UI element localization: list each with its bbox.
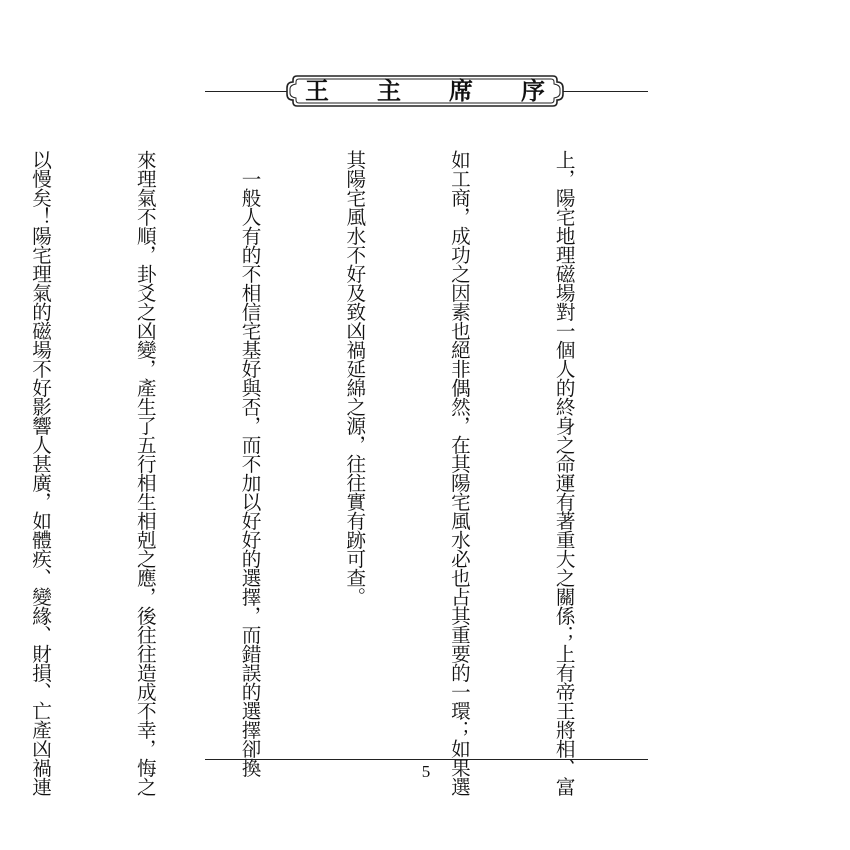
header-rule-left xyxy=(205,91,287,92)
text-column: 以慢矣！陽宅理氣的磁場不好影響人甚廣，如體疾、變緣、財損、亡產凶禍連 xyxy=(28,150,52,796)
text-column: 一般人有的不相信宅基好與否，而不加以好好的選擇，而錯誤的選擇卻換 xyxy=(238,150,262,777)
text-column: 來理氣不順，卦爻之凶變，產生了五行相生相剋之應，後往往造成不幸，悔之 xyxy=(133,150,157,796)
preface-body xyxy=(28,150,650,796)
text-column: 如工商，成功之因素也絕非偶然，在其陽宅風水必也占其重要的一環；如果選 xyxy=(447,150,471,796)
footer-rule xyxy=(205,759,648,760)
header-rule-right xyxy=(563,91,648,92)
title-char-2: 主 xyxy=(377,76,401,105)
text-column: 上，陽宅地理磁場對一個人的終身之命運有著重大之關係；上有帝王將相、富 xyxy=(552,150,576,796)
text-column: 其陽宅風水不好及致凶禍延綿之源，往往實有跡可查。 xyxy=(342,150,366,606)
title-cartouche xyxy=(285,74,565,108)
title-char-4: 序 xyxy=(521,76,545,105)
title-char-3: 席 xyxy=(449,76,473,105)
page-number: 5 xyxy=(421,762,431,781)
title-char-1: 王 xyxy=(305,76,329,105)
